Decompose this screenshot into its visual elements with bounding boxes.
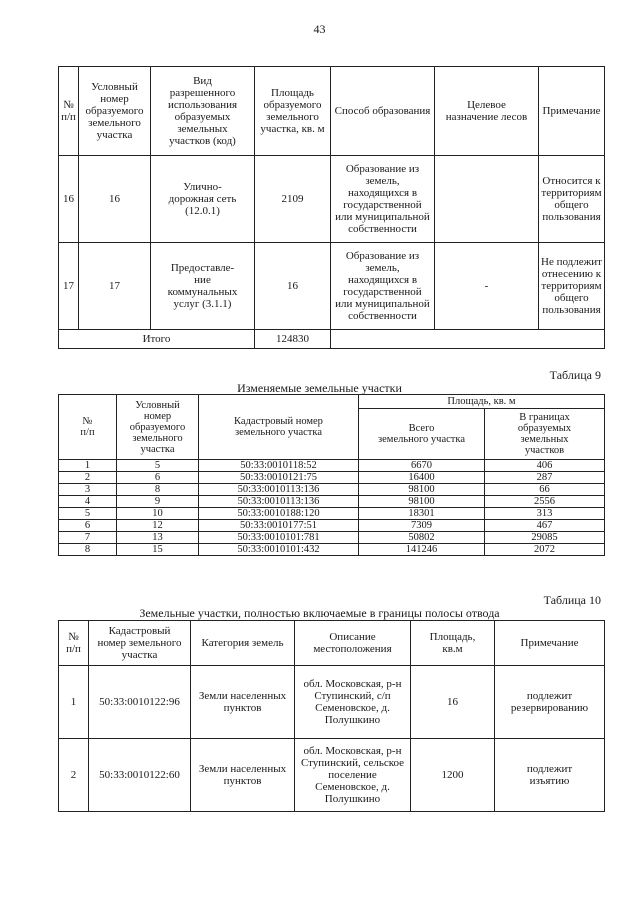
table-cell: 1 bbox=[59, 460, 117, 472]
table-cell: Земли населенных пунктов bbox=[191, 739, 295, 812]
table-cell: 50802 bbox=[359, 532, 485, 544]
table-cell: 50:33:0010177:51 bbox=[199, 520, 359, 532]
table-cell: 17 bbox=[59, 243, 79, 330]
table-cell: 2072 bbox=[485, 544, 605, 556]
table-cell: 2109 bbox=[255, 156, 331, 243]
table-row bbox=[59, 739, 605, 812]
header-cell: Вид разрешенного использования образуемых земельных участков (код) bbox=[151, 67, 255, 156]
table-row bbox=[59, 243, 605, 330]
table-cell: 17 bbox=[79, 243, 151, 330]
header-cell: Примечание bbox=[495, 621, 605, 666]
page-number: 43 bbox=[313, 22, 326, 36]
table-header-row bbox=[59, 67, 605, 156]
header-cell: Целевое назначение лесов bbox=[435, 67, 539, 156]
table-cell: Относится к территориям общего пользования bbox=[539, 156, 605, 243]
table-cell: обл. Московская, р-н Ступинский, сельское поселение Семеновское, д. Полушкино bbox=[295, 739, 411, 812]
table-cell: 12 bbox=[117, 520, 199, 532]
table-cell: 6 bbox=[59, 520, 117, 532]
total-row bbox=[59, 330, 605, 349]
table-cell: 16 bbox=[79, 156, 151, 243]
table-cell: 50:33:0010188:120 bbox=[199, 508, 359, 520]
table-row bbox=[59, 496, 605, 508]
table-cell: 50:33:0010121:75 bbox=[199, 472, 359, 484]
table-cell: 467 bbox=[485, 520, 605, 532]
header-cell: № п/п bbox=[59, 621, 89, 666]
header-cell: № п/п bbox=[59, 395, 117, 460]
table-cell: 287 bbox=[485, 472, 605, 484]
land-plots-table-continued bbox=[58, 66, 605, 349]
table-cell: 4 bbox=[59, 496, 117, 508]
table-cell: 1200 bbox=[411, 739, 495, 812]
table-cell: 2 bbox=[59, 472, 117, 484]
table-cell: 98100 bbox=[359, 496, 485, 508]
table-cell: 16 bbox=[59, 156, 79, 243]
table-cell: 3 bbox=[59, 484, 117, 496]
table-cell: 50:33:0010122:96 bbox=[89, 666, 191, 739]
table-cell: - bbox=[435, 243, 539, 330]
table-cell: 50:33:0010113:136 bbox=[199, 484, 359, 496]
header-cell: Описание местоположения bbox=[295, 621, 411, 666]
table-cell: 9 bbox=[117, 496, 199, 508]
table-cell: 2556 bbox=[485, 496, 605, 508]
header-cell: Категория земель bbox=[191, 621, 295, 666]
table-cell: 5 bbox=[59, 508, 117, 520]
table-header-row bbox=[59, 621, 605, 666]
table-cell: 29085 bbox=[485, 532, 605, 544]
table-cell: 10 bbox=[117, 508, 199, 520]
table-9-label: Таблица 9 bbox=[549, 368, 601, 382]
table-cell: подлежит изъятию bbox=[495, 739, 605, 812]
total-value: 124830 bbox=[255, 330, 331, 349]
table-10-label: Таблица 10 bbox=[543, 593, 601, 607]
table-cell: 13 bbox=[117, 532, 199, 544]
table-cell: 50:33:0010101:781 bbox=[199, 532, 359, 544]
table-cell: Улично- дорожная сеть (12.0.1) bbox=[151, 156, 255, 243]
table-cell bbox=[435, 156, 539, 243]
header-cell: Условный номер образуемого земельного участка bbox=[79, 67, 151, 156]
table-cell: 50:33:0010118:52 bbox=[199, 460, 359, 472]
table-cell: 141246 bbox=[359, 544, 485, 556]
changed-plots-table bbox=[58, 394, 605, 556]
header-cell: Примечание bbox=[539, 67, 605, 156]
total-empty bbox=[331, 330, 605, 349]
table-header-row bbox=[59, 395, 605, 409]
table-10-title: Земельные участки, полностью включаемые в границы полосы отвода bbox=[139, 606, 500, 620]
header-cell: Площадь образуемого земельного участка, кв. м bbox=[255, 67, 331, 156]
table-cell: 8 bbox=[117, 484, 199, 496]
table-cell: 6670 bbox=[359, 460, 485, 472]
header-cell: Кадастровый номер земельного участка bbox=[199, 395, 359, 460]
total-label: Итого bbox=[59, 330, 255, 349]
table-cell: 5 bbox=[117, 460, 199, 472]
included-plots-table bbox=[58, 620, 605, 812]
table-9-title: Изменяемые земельные участки bbox=[237, 381, 402, 395]
table-cell: 6 bbox=[117, 472, 199, 484]
header-cell: Кадастровый номер земельного участка bbox=[89, 621, 191, 666]
table-cell: 15 bbox=[117, 544, 199, 556]
table-cell: 50:33:0010113:136 bbox=[199, 496, 359, 508]
table-cell: подлежит резервированию bbox=[495, 666, 605, 739]
table-row bbox=[59, 460, 605, 472]
header-cell: В границах образуемых земельных участков bbox=[485, 409, 605, 460]
table-cell: 2 bbox=[59, 739, 89, 812]
table-cell: 406 bbox=[485, 460, 605, 472]
table-cell: 66 bbox=[485, 484, 605, 496]
header-cell: Площадь, кв.м bbox=[411, 621, 495, 666]
table-cell: 7309 bbox=[359, 520, 485, 532]
table-cell: 50:33:0010101:432 bbox=[199, 544, 359, 556]
table-cell: 1 bbox=[59, 666, 89, 739]
table-row bbox=[59, 532, 605, 544]
table-cell: Предоставле- ние коммунальных услуг (3.1.1) bbox=[151, 243, 255, 330]
table-row bbox=[59, 520, 605, 532]
table-cell: 50:33:0010122:60 bbox=[89, 739, 191, 812]
header-cell: Площадь, кв. м bbox=[359, 395, 605, 409]
table-cell: 16 bbox=[255, 243, 331, 330]
table-cell: 8 bbox=[59, 544, 117, 556]
table-cell: 98100 bbox=[359, 484, 485, 496]
table-cell: Образование из земель, находящихся в государственной или муниципальной собственности bbox=[331, 243, 435, 330]
table-row bbox=[59, 666, 605, 739]
table-row bbox=[59, 508, 605, 520]
table-cell: Не подлежит отнесению к территориям общего пользования bbox=[539, 243, 605, 330]
table-cell: 7 bbox=[59, 532, 117, 544]
table-cell: Образование из земель, находящихся в государственной или муниципальной собственности bbox=[331, 156, 435, 243]
table-row bbox=[59, 544, 605, 556]
table-cell: 18301 bbox=[359, 508, 485, 520]
header-cell: Всего земельного участка bbox=[359, 409, 485, 460]
header-cell: Условный номер образуемого земельного участка bbox=[117, 395, 199, 460]
table-cell: обл. Московская, р-н Ступинский, с/п Семеновское, д. Полушкино bbox=[295, 666, 411, 739]
table-row bbox=[59, 156, 605, 243]
table-cell: 16 bbox=[411, 666, 495, 739]
table-cell: 313 bbox=[485, 508, 605, 520]
header-cell: Способ образования bbox=[331, 67, 435, 156]
table-cell: 16400 bbox=[359, 472, 485, 484]
table-row bbox=[59, 472, 605, 484]
table-cell: Земли населенных пунктов bbox=[191, 666, 295, 739]
header-cell: № п/п bbox=[59, 67, 79, 156]
table-row bbox=[59, 484, 605, 496]
